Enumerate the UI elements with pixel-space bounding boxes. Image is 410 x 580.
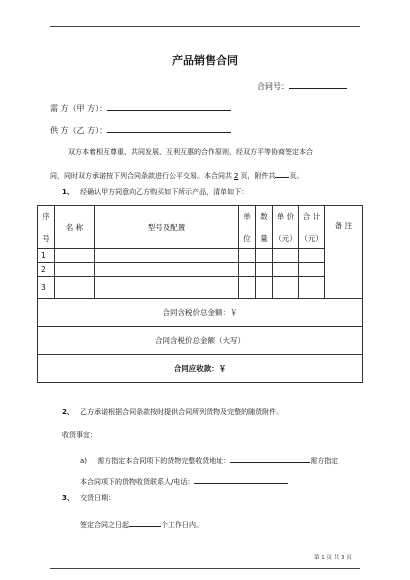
header-index: 序 号 [38,206,55,249]
cell-name[interactable] [55,263,95,277]
receive-contact-line [80,473,288,487]
row-index: 1 [38,249,55,263]
table-row [38,249,363,263]
cell-unit[interactable] [239,277,256,299]
cell-model[interactable] [95,277,239,299]
contract-number-blank[interactable] [289,78,347,89]
cell-total[interactable] [299,263,325,277]
receive-title: 收货事宜： [62,431,97,439]
delivery-days-blank[interactable] [129,516,161,527]
buyer-label: 需 方（甲 方）： [50,104,108,113]
clause-2 [62,408,283,417]
delivery-line [80,516,203,530]
cell-unit[interactable] [239,263,256,277]
table-row [38,277,363,299]
clause-3 [62,494,115,503]
header-qty: 数 量 [256,206,273,249]
seller-label: 供 方（乙 方）： [50,126,108,135]
document-title: 产品销售合同 [172,54,238,67]
delivery-text-b: 个工作日内。 [161,521,203,529]
page-number: 第 1 页 共 3 页 [314,555,352,561]
buyer-blank[interactable] [107,100,231,111]
tax-total-cn-label[interactable]: 合同含税价总金额（大写） [38,327,363,355]
row-index: 3 [38,277,55,299]
receive-contact-label: 本合同项下的货物收货联系人/电话： [80,478,195,486]
footer-rule [50,568,360,569]
table-header-row [38,206,363,249]
contract-number-label: 合同号： [257,82,289,91]
row-index: 2 [38,263,55,277]
cell-unit[interactable] [239,249,256,263]
clause-1 [62,188,248,197]
cell-qty[interactable] [256,249,273,263]
header-unit: 单 位 [239,206,256,249]
cell-qty[interactable] [256,277,273,299]
tax-total-cn-row [38,327,363,355]
table-row [38,263,363,277]
cell-total[interactable] [299,277,325,299]
product-table [37,205,363,383]
receive-address-label: 需方指定本合同项下的货物完整收货地址： [97,457,231,465]
intro-line-1: 双方本着相互尊重、共同发展、互利互惠的合作原则，经双方平等协商签定本合 [68,148,313,156]
receivable-label[interactable]: 合同应收款：￥ [38,355,363,383]
cell-total[interactable] [299,249,325,263]
clause-2-number: 2、 [62,408,74,416]
clause-3-text: 交货日期： [80,494,116,502]
receivable-row [38,355,363,383]
receive-contact-blank[interactable] [194,473,288,484]
cell-model[interactable] [95,249,239,263]
header-remark: 备 注 [325,206,363,299]
cell-price[interactable] [273,277,299,299]
seller-blank[interactable] [107,122,231,133]
receive-address-blank[interactable] [230,452,310,463]
receive-address-line [80,452,338,466]
cell-name[interactable] [55,277,95,299]
receive-a-label: a) [80,457,88,465]
header-model: 型号及配置 [95,206,239,249]
seller-field [50,122,231,136]
cell-qty[interactable] [256,263,273,277]
intro-line-2 [50,167,303,181]
header-total: 合 计 （元） [299,206,325,249]
header-name: 名 称 [55,206,95,249]
intro-text-a: 同，同时双方承诺按下列合同条款进行公平交易。本合同共 [50,172,232,180]
cell-name[interactable] [55,249,95,263]
delivery-text-a: 签定合同之日起 [80,521,129,529]
clause-1-number: 1、 [62,188,74,196]
tax-total-label[interactable]: 合同含税价总金额：￥ [38,299,363,327]
cell-price[interactable] [273,263,299,277]
header-price: 单 价 （元） [273,206,299,249]
cell-model[interactable] [95,263,239,277]
receive-a-tail: 需方指定 [310,457,339,465]
attachment-count-blank[interactable] [275,167,289,178]
intro-text-c: 页。 [289,172,304,180]
clause-1-text: 经确认甲方同意向乙方购买如下所示产品，清单如下： [80,188,249,196]
intro-page-count: 2 [234,172,239,180]
header-rule [50,26,360,27]
clause-3-number: 3、 [62,494,74,502]
intro-text-b: 页，附件共 [240,172,276,180]
buyer-field [50,100,231,114]
clause-2-text: 乙方承诺根据合同条款按时提供合同所列货物及完整的随货附件。 [80,408,284,416]
contract-number-field [257,78,347,92]
cell-price[interactable] [273,249,299,263]
tax-total-row [38,299,363,327]
